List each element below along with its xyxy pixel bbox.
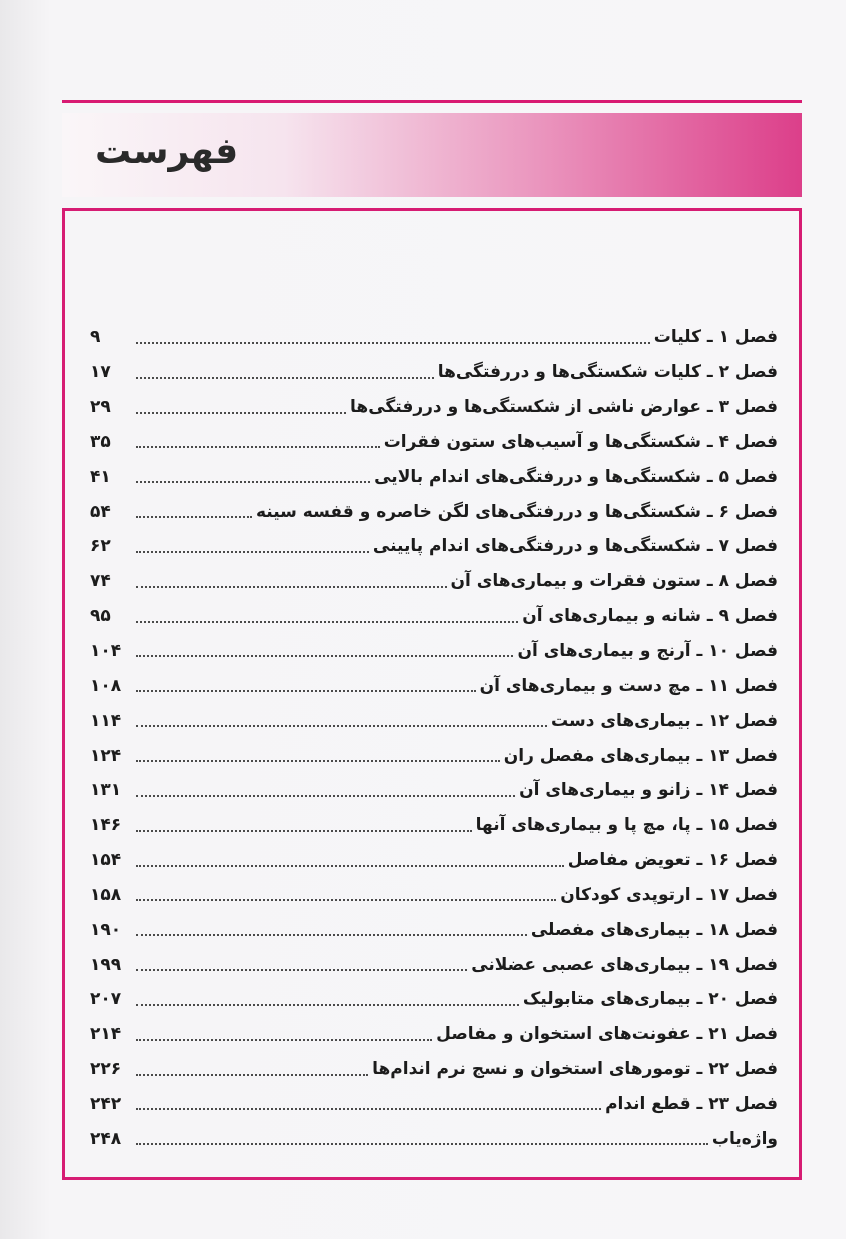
toc-entry [90,1017,778,1052]
toc-entry-page: ۲۹ [90,397,111,418]
toc-entry-title: فصل ۲ ـ کلیات شکستگی‌ها و دررفتگی‌ها [437,362,778,383]
toc-leader-dots [136,795,515,797]
toc-entry-title: فصل ۸ ـ ستون فقرات و بیماری‌های آن [450,571,778,592]
toc-entry-page: ۹۵ [90,606,111,627]
toc-entry-title: فصل ۷ ـ شکستگی‌ها و دررفتگی‌های اندام پایینی [372,536,778,557]
toc-leader-dots [136,760,500,762]
toc-entry-page: ۱۵۸ [90,884,122,905]
toc-entry-page: ۲۴۸ [90,1128,122,1149]
toc-entry-page: ۴۱ [90,466,111,487]
toc-leader-dots [136,655,513,657]
toc-entry-title: فصل ۱۱ ـ مچ دست و بیماری‌های آن [479,675,778,696]
toc-entry [90,738,778,773]
toc-leader-dots [136,1074,368,1076]
toc-leader-dots [136,690,476,692]
toc-entry-title: فصل ۲۱ ـ عفونت‌های استخوان و مفاصل [436,1024,778,1045]
toc-entry-title: فصل ۱۴ ـ زانو و بیماری‌های آن [519,780,778,801]
toc-entry-title: فصل ۱ ـ کلیات [653,327,778,348]
header-top-rule [62,100,802,103]
toc-entry-title: فصل ۳ ـ عوارض ناشی از شکستگی‌ها و دررفتگی‌ها [350,397,778,418]
toc-leader-dots [136,865,564,867]
toc-entry-page: ۲۱۴ [90,1024,122,1045]
toc-entry [90,808,778,843]
toc-entry-page: ۷۴ [90,571,111,592]
toc-entry-title: فصل ۶ ـ شکستگی‌ها و دررفتگی‌های لگن خاصره و قفسه سینه [255,501,778,522]
toc-leader-dots [136,969,467,971]
toc-entry-title: واژه‌یاب [711,1128,778,1149]
toc-entry-title: فصل ۵ ـ شکستگی‌ها و دررفتگی‌های اندام بالایی [374,466,778,487]
toc-leader-dots [136,481,370,483]
toc-entry-page: ۱۹۰ [90,919,122,940]
toc-leader-dots [136,830,472,832]
toc-leader-dots [136,621,518,623]
toc-entry-page: ۱۲۴ [90,745,122,766]
toc-entry-page: ۶۲ [90,536,111,557]
toc-entry [90,982,778,1017]
toc-entry-page: ۲۰۷ [90,989,122,1010]
toc-entry-page: ۱۳۱ [90,780,122,801]
toc-entry [90,703,778,738]
toc-entry [90,459,778,494]
toc-entry [90,494,778,529]
toc-leader-dots [136,551,369,553]
toc-entry [90,668,778,703]
toc-entry-page: ۲۲۶ [90,1059,122,1080]
toc-entry-title: فصل ۲۲ ـ تومورهای استخوان و نسج نرم اندام‌ها [372,1059,778,1080]
toc-entry [90,320,778,355]
toc-entry-page: ۱۵۴ [90,850,122,871]
toc-entry-page: ۳۵ [90,431,111,452]
toc-entry-page: ۲۴۲ [90,1093,122,1114]
toc-leader-dots [136,412,346,414]
toc-entry [90,912,778,947]
toc-entry [90,425,778,460]
toc-leader-dots [136,377,434,379]
toc-entry [90,564,778,599]
toc-leader-dots [136,1039,432,1041]
toc-entry [90,355,778,390]
toc-entry-page: ۱۹۹ [90,954,122,975]
toc-leader-dots [136,725,547,727]
toc-entry-title: فصل ۲۳ ـ قطع اندام [605,1093,778,1114]
toc-entry [90,773,778,808]
toc-entry [90,529,778,564]
toc-entry [90,843,778,878]
toc-entry-title: فصل ۲۰ ـ بیماری‌های متابولیک [522,989,778,1010]
toc-entry [90,599,778,634]
toc-entry-page: ۱۴۶ [90,815,122,836]
toc-entry-title: فصل ۱۷ ـ ارتوپدی کودکان [560,884,778,905]
toc-entry-page: ۹ [90,327,101,348]
toc-entry [90,1121,778,1156]
toc-leader-dots [136,1143,708,1145]
toc-entry-page: ۱۱۴ [90,710,122,731]
toc-leader-dots [136,899,556,901]
toc-entry-title: فصل ۴ ـ شکستگی‌ها و آسیب‌های ستون فقرات [383,431,778,452]
toc-entry-page: ۱۷ [90,362,111,383]
toc-leader-dots [136,342,650,344]
table-of-contents [90,320,778,1156]
page-title: فهرست [95,131,239,172]
toc-leader-dots [136,586,447,588]
toc-leader-dots [136,446,380,448]
toc-leader-dots [136,1108,601,1110]
toc-entry-title: فصل ۱۹ ـ بیماری‌های عصبی عضلانی [471,954,778,975]
toc-entry-title: فصل ۱۲ ـ بیماری‌های دست [551,710,778,731]
toc-entry [90,878,778,913]
toc-entry-page: ۵۴ [90,501,111,522]
toc-entry-title: فصل ۱۰ ـ آرنج و بیماری‌های آن [517,641,778,662]
toc-entry-title: فصل ۱۶ ـ تعویض مفاصل [567,850,778,871]
toc-leader-dots [136,516,252,518]
toc-entry-title: فصل ۱۸ ـ بیماری‌های مفصلی [530,919,778,940]
toc-entry [90,634,778,669]
toc-entry-title: فصل ۱۵ ـ پا، مچ پا و بیماری‌های آنها [475,815,778,836]
toc-entry [90,1087,778,1122]
toc-entry [90,390,778,425]
toc-entry-page: ۱۰۸ [90,675,122,696]
toc-entry-title: فصل ۱۳ ـ بیماری‌های مفصل ران [503,745,778,766]
toc-entry [90,947,778,982]
toc-entry-title: فصل ۹ ـ شانه و بیماری‌های آن [522,606,778,627]
toc-entry-page: ۱۰۴ [90,641,122,662]
toc-leader-dots [136,934,527,936]
toc-leader-dots [136,1004,519,1006]
toc-entry [90,1052,778,1087]
